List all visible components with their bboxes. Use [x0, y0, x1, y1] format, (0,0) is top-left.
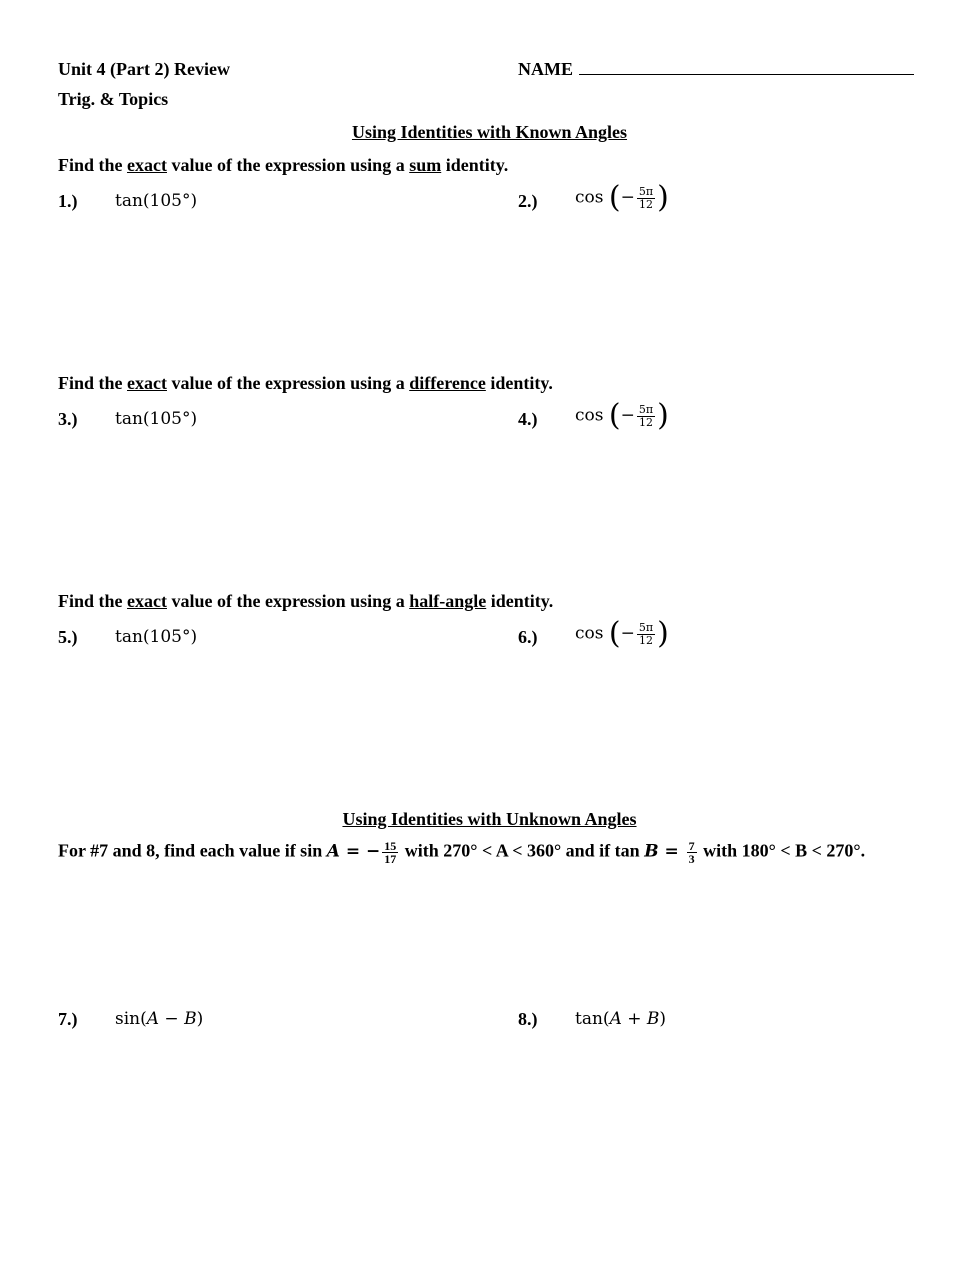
problem-6-number: 6.)	[518, 627, 538, 647]
course-name: Trig. & Topics	[58, 89, 169, 109]
name-blank-line[interactable]	[579, 72, 914, 75]
problem-1-expression: tan(105°)	[115, 191, 198, 211]
section-heading-known: Using Identities with Known Angles	[351, 122, 628, 142]
problem-7-number: 7.)	[58, 1009, 78, 1029]
problem-5-number: 5.)	[58, 627, 78, 647]
document-title: Unit 4 (Part 2) Review	[58, 59, 230, 79]
instruction-half-angle: Find the exact value of the expression using a half-angle identity.	[58, 591, 554, 611]
problem-3-number: 3.)	[58, 409, 78, 429]
instruction-sum: Find the exact value of the expression using a sum identity.	[58, 155, 509, 175]
problem-2-number: 2.)	[518, 191, 538, 211]
problem-3-expression: tan(105°)	[115, 409, 198, 429]
problem-8-number: 8.)	[518, 1009, 538, 1029]
problem-5-expression: tan(105°)	[115, 627, 198, 647]
problem-8-expression: tan(A + B)	[575, 1009, 667, 1029]
problem-4-number: 4.)	[518, 409, 538, 429]
problem-4-expression: cos (− $\frac{5\pi}{12}$ )	[575, 398, 669, 433]
given-conditions: For #7 and 8, find each value if sin A = − $\frac{15}{17}$ with 270° < A < 360° and if tan B = $\frac{7}{3}$ with 180° < B < 270°.	[58, 839, 866, 866]
instruction-difference: Find the exact value of the expression using a difference identity.	[58, 373, 553, 393]
name-label: NAME	[518, 59, 573, 79]
name-field[interactable]	[518, 59, 914, 80]
section-heading-unknown: Using Identities with Unknown Angles	[342, 809, 637, 829]
problem-6-expression: cos (− $\frac{5\pi}{12}$ )	[575, 616, 669, 651]
problem-2-expression: cos (− $\frac{5\pi}{12}$ )	[575, 180, 669, 215]
problem-7-expression: sin(A − B)	[115, 1009, 204, 1029]
problem-1-number: 1.)	[58, 191, 78, 211]
